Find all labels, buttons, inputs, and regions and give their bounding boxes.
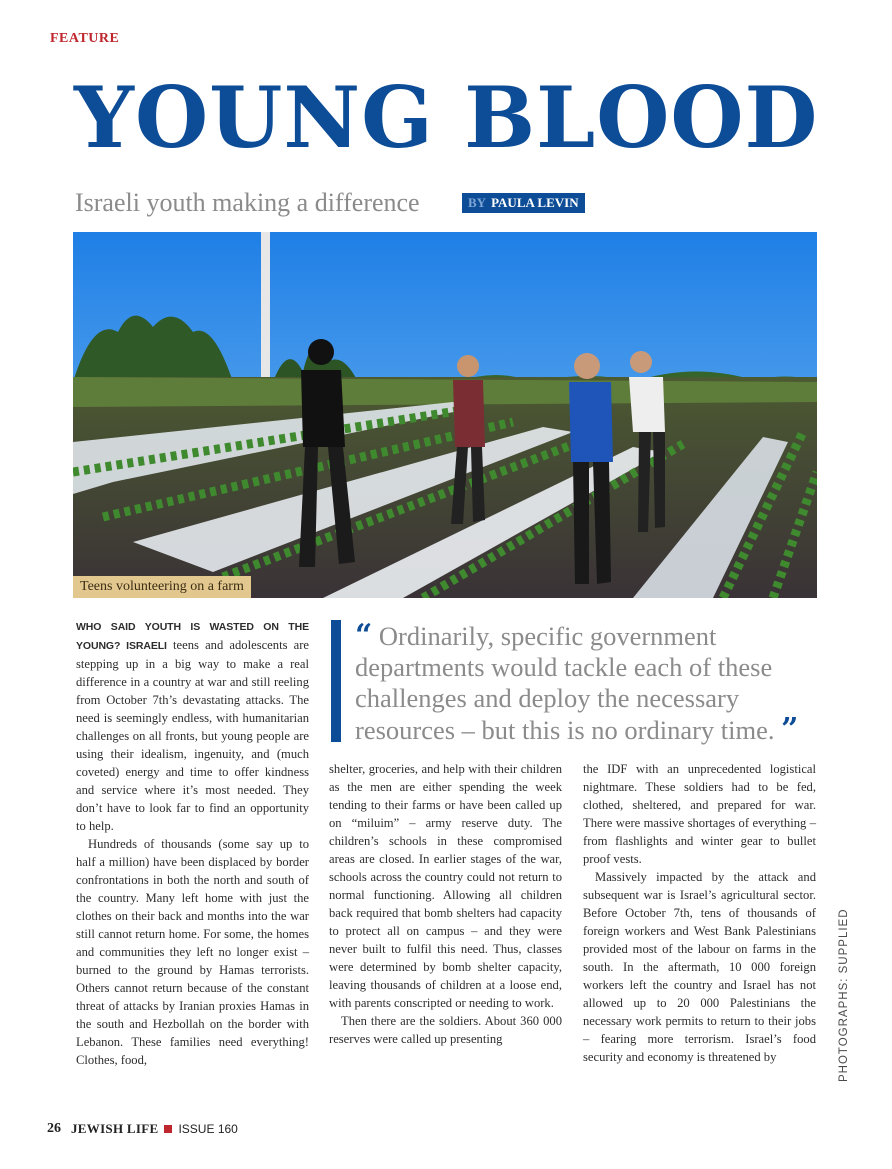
article-paragraph: Then there are the soldiers. About 360 000 reserves were called up presenting — [329, 1014, 562, 1046]
paragraph-text: teens and adolescents are stepping up in a big way to make a real difference in a country at war and still reeling from October 7th’s devastating attacks. The need is seemingly endless, with humanitarian challenges on all fronts, but young people are using their idealism, ingenuity, and (much coveted) energy and time to offer kindness and service where it’s most needed. They don’t have to look far to find an opportunity to help. — [76, 638, 310, 833]
photo-caption: Teens volunteering on a farm — [73, 576, 251, 598]
article-paragraph: Hundreds of thousands (some say up to half a million) have been displaced by border confrontations in both the north and south of the country. Many left home with just the clothes on their back and months into the war still cannot return home. For some, the homes and communities they left no longer exist – burned to the ground by Hamas terrorists. Others cannot return because of the constant threat of attacks by Iranian proxies Hamas in the south and Hezbollah on the border with Lebanon. These families need everything! Clothes, food, — [76, 837, 309, 1067]
article-column-3 — [583, 760, 816, 1066]
page-title: YOUNG BLOOD — [74, 68, 819, 167]
byline-prefix: BY — [468, 195, 487, 210]
red-square-icon — [164, 1125, 172, 1133]
byline-author: PAULA LEVIN — [491, 195, 579, 210]
issue-number: ISSUE 160 — [178, 1122, 238, 1136]
pull-quote-text: Ordinarily, specific government departments would tackle each of these challenges and deploy the necessary resources – but this is no ordinary time. — [355, 621, 775, 745]
subtitle: Israeli youth making a difference — [75, 188, 420, 217]
pull-quote — [331, 618, 811, 747]
magazine-name: JEWISH LIFE — [71, 1121, 159, 1136]
open-quote-mark: “ — [355, 618, 373, 653]
photo-credit: PHOTOGRAPHS: SUPPLIED — [838, 908, 850, 1082]
article-paragraph: Massively impacted by the attack and subsequent war is Israel’s agricultural sector. Before October 7th, tens of thousands of foreign workers and West Bank Palestinians provided most of the labour on farms in the south. In the aftermath, 10 000 foreign workers left the country and Israel has not allowed up to 20 000 Palestinians the necessary work permits to return to their jobs – fearing more terrorism. Israel’s food security and economy is threatened by — [583, 870, 816, 1064]
article-column-1 — [76, 617, 309, 1069]
page-footer — [47, 1121, 238, 1137]
page-number: 26 — [47, 1121, 61, 1136]
section-kicker: FEATURE — [50, 31, 120, 46]
byline — [462, 193, 585, 213]
article-column-2 — [329, 760, 562, 1048]
close-quote-mark: ” — [781, 712, 799, 747]
feature-photo — [73, 232, 817, 598]
article-paragraph: shelter, groceries, and help with their children as the men are either spending the week tending to their farms or have been called up on “miluim” – army reserve duty. The children’s schools in these compromised areas are closed. In earlier stages of the war, schools across the country could not return to normal functioning. Allowing all children back required that bomb shelters had capacity to protect all on campus – and they were never built to fulfil this need. Thus, classes were determined by bomb shelter capacity, leaving thousands of children at a loose end, with parents conscripted or needing to work. — [329, 762, 562, 1010]
article-paragraph: the IDF with an unprecedented logistical nightmare. These soldiers had to be fed, clothed, sheltered, and prepared for war. There were massive shortages of everything – from flashlights and winter gear to bullet proof vests. — [583, 762, 816, 866]
article-paragraph — [76, 617, 309, 835]
farm-photo-illustration — [73, 232, 817, 598]
lead-in: WHO SAID YOUTH IS WASTED ON THE YOUNG? ISRAELI — [76, 621, 309, 652]
